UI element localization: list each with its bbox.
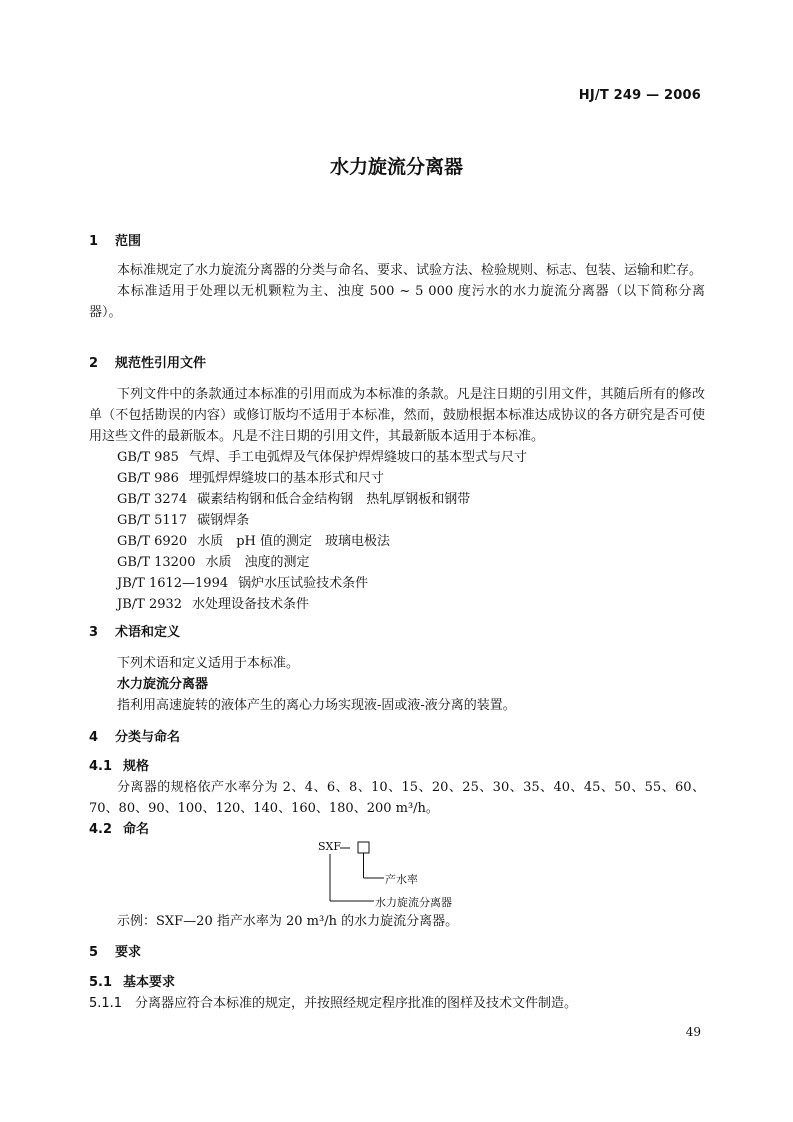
reference-title: 碳素结构钢和低合金结构钢 热轧厚钢板和钢带: [197, 492, 471, 507]
standard-code: HJ/T 249 — 2006: [578, 88, 701, 103]
paragraph: 分离器的规格依产水率分为 2、4、6、8、10、15、20、25、30、35、40、45、50、55、60、70、80、90、100、120、140、160、180、200 m³/h。: [89, 780, 705, 816]
section-4-1: [89, 756, 705, 840]
reference-title: 碳钢焊条: [197, 513, 250, 528]
reference-item: [89, 552, 705, 573]
reference-item: [89, 594, 705, 615]
section-heading: 5 要求: [89, 945, 142, 960]
clause: 5.1.1 分离器应符合本标准的规定，并按照经规定程序批准的图样及技术文件制造。: [89, 996, 578, 1011]
section-3: [89, 622, 705, 643]
reference-code: JB/T 1612—1994: [117, 576, 229, 591]
reference-code: JB/T 2932: [117, 597, 183, 612]
section-2-body: [89, 384, 705, 615]
section-heading: 3 术语和定义: [89, 625, 181, 640]
naming-example: [89, 911, 705, 932]
reference-code: GB/T 6920: [117, 534, 188, 549]
paragraph: 本标准规定了水力旋流分离器的分类与命名、要求、试验方法、检验规则、标志、包装、运输和贮存。: [117, 263, 703, 278]
reference-title: 水处理设备技术条件: [192, 597, 310, 612]
reference-title: 锅炉水压试验技术条件: [238, 576, 369, 591]
paragraph: 示例：SXF—20 指产水率为 20 m³/h 的水力旋流分离器。: [117, 914, 459, 929]
reference-list: [89, 447, 705, 615]
paragraph: 本标准适用于处理以无机颗粒为主、浊度 500 ~ 5 000 度污水的水力旋流分离器（以下简称分离器）。: [89, 284, 705, 320]
section-3-body: [89, 653, 705, 716]
naming-code: SXF: [318, 840, 341, 853]
section-heading: 4 分类与命名: [89, 730, 181, 745]
section-heading: 2 规范性引用文件: [89, 356, 207, 371]
subsection-heading: 5.1 基本要求: [89, 975, 176, 990]
reference-item: [89, 531, 705, 552]
term-definition: 指利用高速旋转的液体产生的离心力场实现液-固或液-液分离的装置。: [117, 698, 516, 713]
section-heading: 1 范围: [89, 234, 142, 249]
paragraph: 下列文件中的条款通过本标准的引用而成为本标准的条款。凡是注日期的引用文件，其随后所有的修改单（不包括勘误的内容）或修订版均不适用于本标准，然而，鼓励根据本标准达成协议的各方研究是否可使用这些文件的最新版本。凡是不注日期的引用文件，其最新版本适用于本标准。: [89, 387, 705, 444]
section-1: [89, 231, 705, 252]
label-separator-name: 水力旋流分离器: [375, 896, 452, 909]
reference-title: 埋弧焊焊缝坡口的基本形式和尺寸: [188, 471, 384, 486]
page-number: 49: [685, 1025, 701, 1039]
reference-item: [89, 468, 705, 489]
section-4: [89, 727, 705, 748]
reference-code: GB/T 986: [117, 471, 179, 486]
reference-item: [89, 573, 705, 594]
reference-title: 水质 pH 值的测定 玻璃电极法: [197, 534, 391, 549]
paragraph: 下列术语和定义适用于本标准。: [117, 656, 300, 671]
section-2: [89, 353, 705, 374]
section-5: [89, 942, 705, 963]
document-title: 水力旋流分离器: [329, 156, 463, 178]
subsection-heading: 4.1 规格: [89, 759, 150, 774]
reference-code: GB/T 3274: [117, 492, 188, 507]
reference-code: GB/T 5117: [117, 513, 188, 528]
section-5-1: [89, 972, 705, 1014]
naming-diagram: [316, 838, 516, 910]
reference-title: 气焊、手工电弧焊及气体保护焊焊缝坡口的基本型式与尺寸: [188, 450, 527, 465]
reference-item: [89, 510, 705, 531]
reference-code: GB/T 985: [117, 450, 179, 465]
reference-item: [89, 447, 705, 468]
term-name: 水力旋流分离器: [117, 677, 209, 692]
reference-code: GB/T 13200: [117, 555, 196, 570]
section-1-body: [89, 260, 705, 323]
reference-item: [89, 489, 705, 510]
subsection-heading: 4.2 命名: [89, 822, 150, 837]
label-water-rate: 产水率: [385, 873, 418, 886]
reference-title: 水质 浊度的测定: [205, 555, 310, 570]
